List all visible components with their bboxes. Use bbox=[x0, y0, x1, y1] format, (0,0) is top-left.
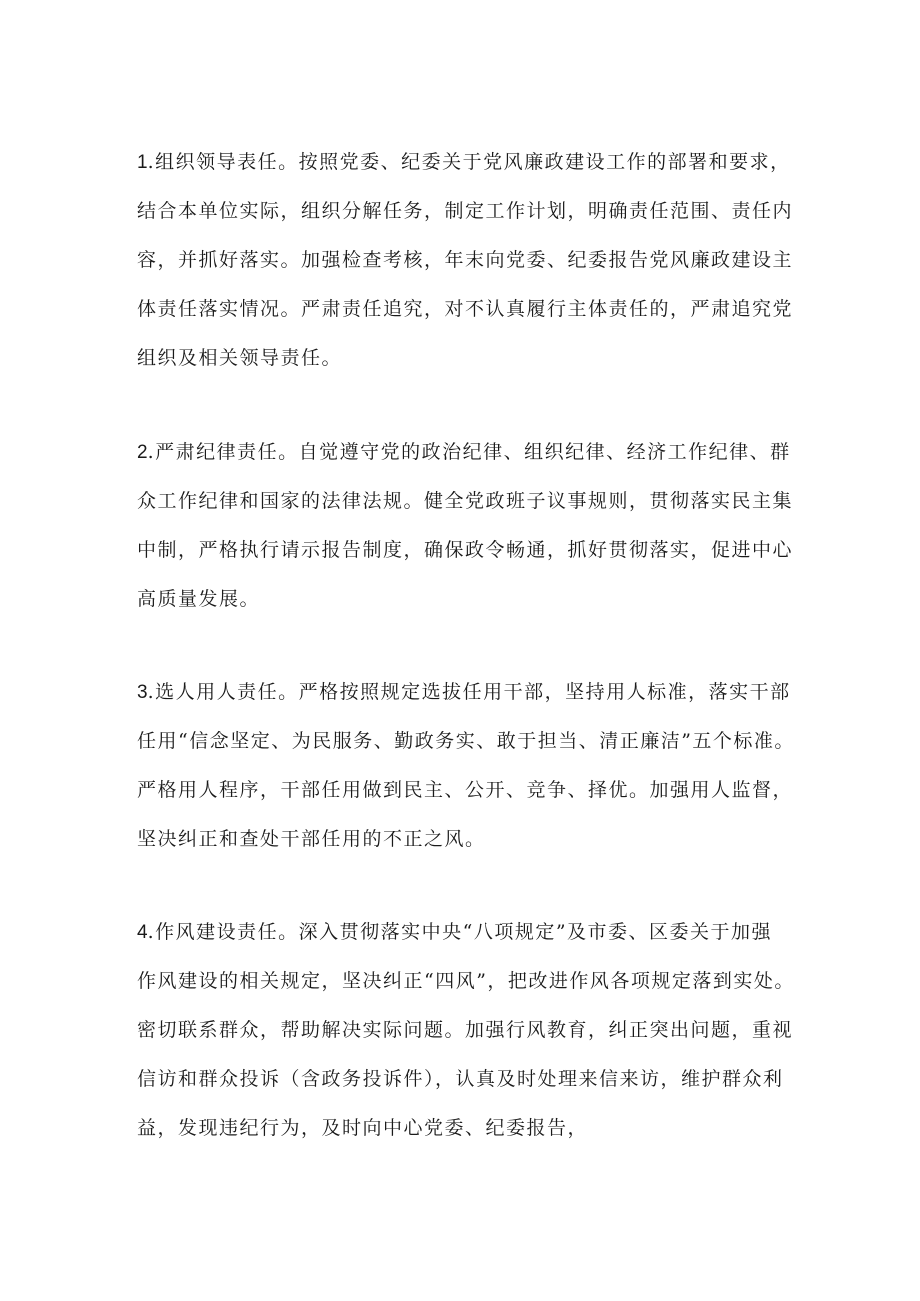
paragraph-line: 结合本单位实际，组织分解任务，制定工作计划，明确责任范围、责任内 bbox=[137, 200, 794, 222]
paragraph-line: 信访和群众投诉（含政务投诉件），认真及时处理来信来访，维护群众利 bbox=[137, 1068, 784, 1090]
paragraph-line: 益，发现违纪行为，及时向中心党委、纪委报告， bbox=[137, 1117, 589, 1139]
paragraph-4 bbox=[137, 908, 797, 1153]
paragraph-number: 2 bbox=[137, 442, 148, 463]
paragraph-number: 1 bbox=[137, 152, 148, 173]
paragraph-line bbox=[137, 908, 797, 957]
paragraph-2 bbox=[137, 428, 797, 624]
paragraph-line: 高质量发展。 bbox=[137, 588, 261, 610]
paragraph-number: 4 bbox=[137, 922, 148, 943]
paragraph-line: 作风建设的相关规定，坚决纠正“四风”，把改进作风各项规定落到实处。 bbox=[137, 970, 795, 992]
paragraph-line: 严格用人程序，干部任用做到民主、公开、竞争、择优。加强用人监督， bbox=[137, 779, 794, 801]
line-text: .严肃纪律责任。自觉遵守党的政治纪律、组织纪律、经济工作纪律、群 bbox=[147, 441, 791, 463]
paragraph-line: 任用“信念坚定、为民服务、勤政务实、敢于担当、清正廉洁”五个标准。 bbox=[137, 730, 795, 752]
line-text: .组织领导表任。按照党委、纪委关于党风廉政建设工作的部署和要求， bbox=[147, 151, 791, 173]
paragraph-line: 坚决纠正和查处干部任用的不正之风。 bbox=[137, 828, 486, 850]
line-text: .选人用人责任。严格按照规定选拔任用干部，坚持用人标准，落实干部 bbox=[147, 681, 791, 703]
paragraph-line bbox=[137, 668, 797, 717]
paragraph-3 bbox=[137, 668, 797, 864]
paragraph-line: 容，并抓好落实。加强检查考核，年末向党委、纪委报告党风廉政建设主 bbox=[137, 249, 794, 271]
line-text: .作风建设责任。深入贯彻落实中央“八项规定”及市委、区委关于加强 bbox=[147, 921, 773, 943]
paragraph-line: 组织及相关领导责任。 bbox=[137, 347, 343, 369]
paragraph-line: 中制，严格执行请示报告制度，确保政令畅通，抓好贯彻落实，促进中心 bbox=[137, 539, 794, 561]
paragraph-line: 密切联系群众，帮助解决实际问题。加强行风教育，纠正突出问题，重视 bbox=[137, 1019, 794, 1041]
paragraph-line bbox=[137, 138, 797, 187]
paragraph-line: 体责任落实情况。严肃责任追究，对不认真履行主体责任的，严肃追究党 bbox=[137, 298, 794, 320]
paragraph-line: 众工作纪律和国家的法律法规。健全党政班子议事规则，贯彻落实民主集 bbox=[137, 490, 794, 512]
paragraph-line bbox=[137, 428, 797, 477]
paragraph-1 bbox=[137, 138, 797, 383]
paragraph-number: 3 bbox=[137, 682, 148, 703]
